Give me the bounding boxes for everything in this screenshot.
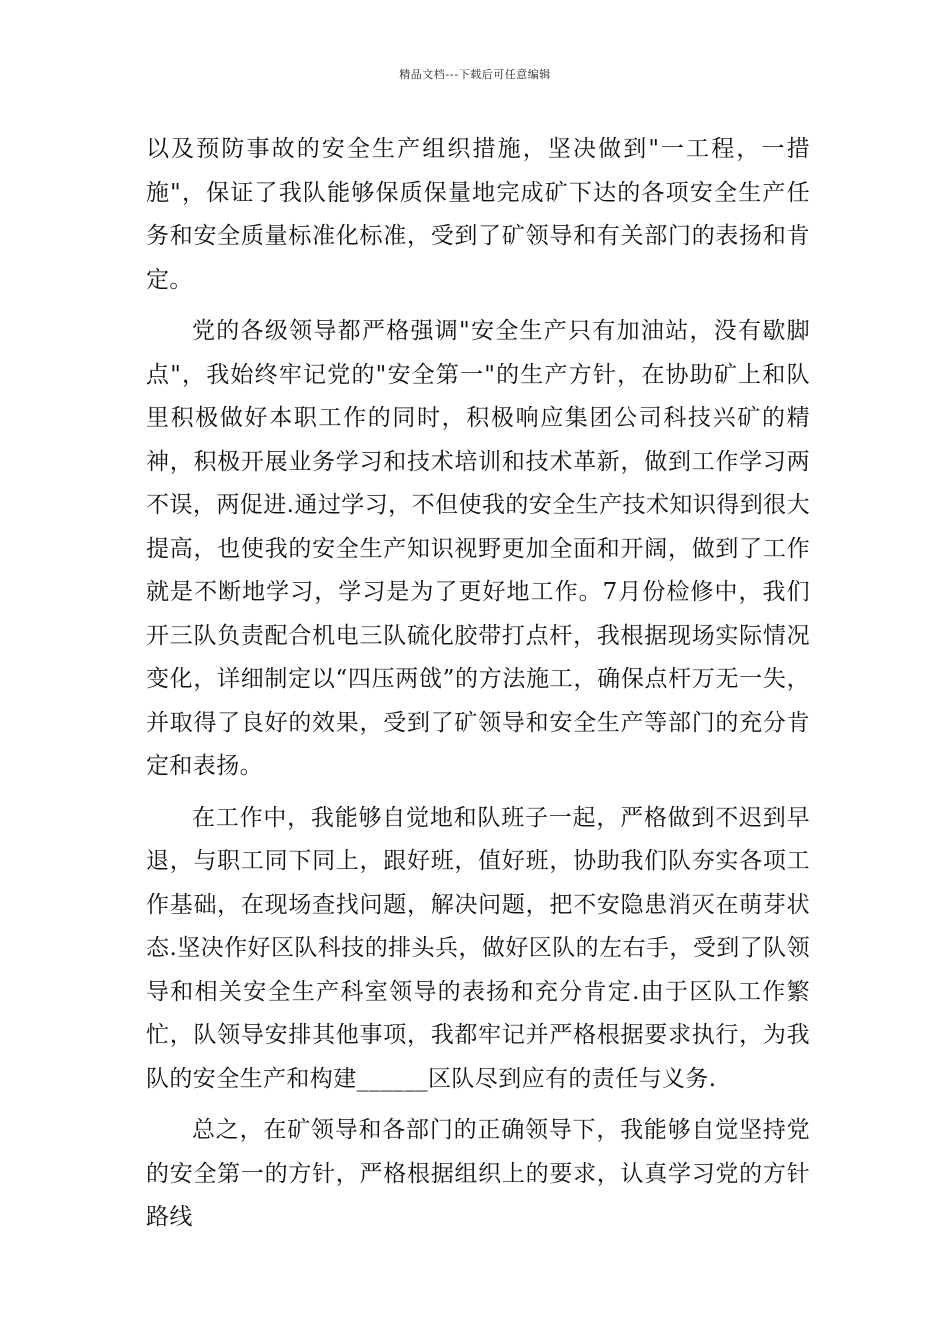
paragraph-continuation: 以及预防事故的安全生产组织措施，坚决做到"一工程，一措施"，保证了我队能够保质保量地完成矿下达的各项安全生产任务和安全质量标准化标准，受到了矿领导和有关部门的表扬和肯定。 [146,136,810,293]
document-body [146,128,810,1248]
paragraph-work-conduct: 在工作中，我能够自觉地和队班子一起，严格做到不迟到早退，与职工同下同上，跟好班，值好班，协助我们队夯实各项工作基础，在现场查找问题，解决问题，把不安隐患消灭在萌芽状态.坚决作好区队科技的排头兵，做好区队的左右手，受到了队领导和相关安全生产科室领导的表扬和充分肯定.由于区队工作繁忙，队领导安排其他事项，我都牢记并严格根据要求执行，为我队的安全生产和构建______区队尽到应有的责任与义务. [146,804,810,1092]
paragraph-safety-study: 党的各级领导都严格强调"安全生产只有加油站，没有歇脚点"，我始终牢记党的"安全第一"的生产方针，在协助矿上和队里积极做好本职工作的同时，积极响应集团公司科技兴矿的精神，积极开展业务学习和技术培训和技术革新，做到工作学习两不误，两促进.通过学习，不但使我的安全生产技术知识得到很大提高，也使我的安全生产知识视野更加全面和开阔，做到了工作就是不断地学习，学习是为了更好地工作。7月份检修中，我们开三队负责配合机电三队硫化胶带打点杆，我根据现场实际情况变化，详细制定以“四压两戗”的方法施工，确保点杆万无一失，并取得了良好的效果，受到了矿领导和安全生产等部门的充分肯定和表扬。 [146,318,810,779]
page-header: 精品文档---下载后可任意编辑 [399,68,551,81]
paragraph-summary: 总之，在矿领导和各部门的正确领导下，我能够自觉坚持党的安全第一的方针，严格根据组织上的要求，认真学习党的方针路线 [146,1117,810,1230]
